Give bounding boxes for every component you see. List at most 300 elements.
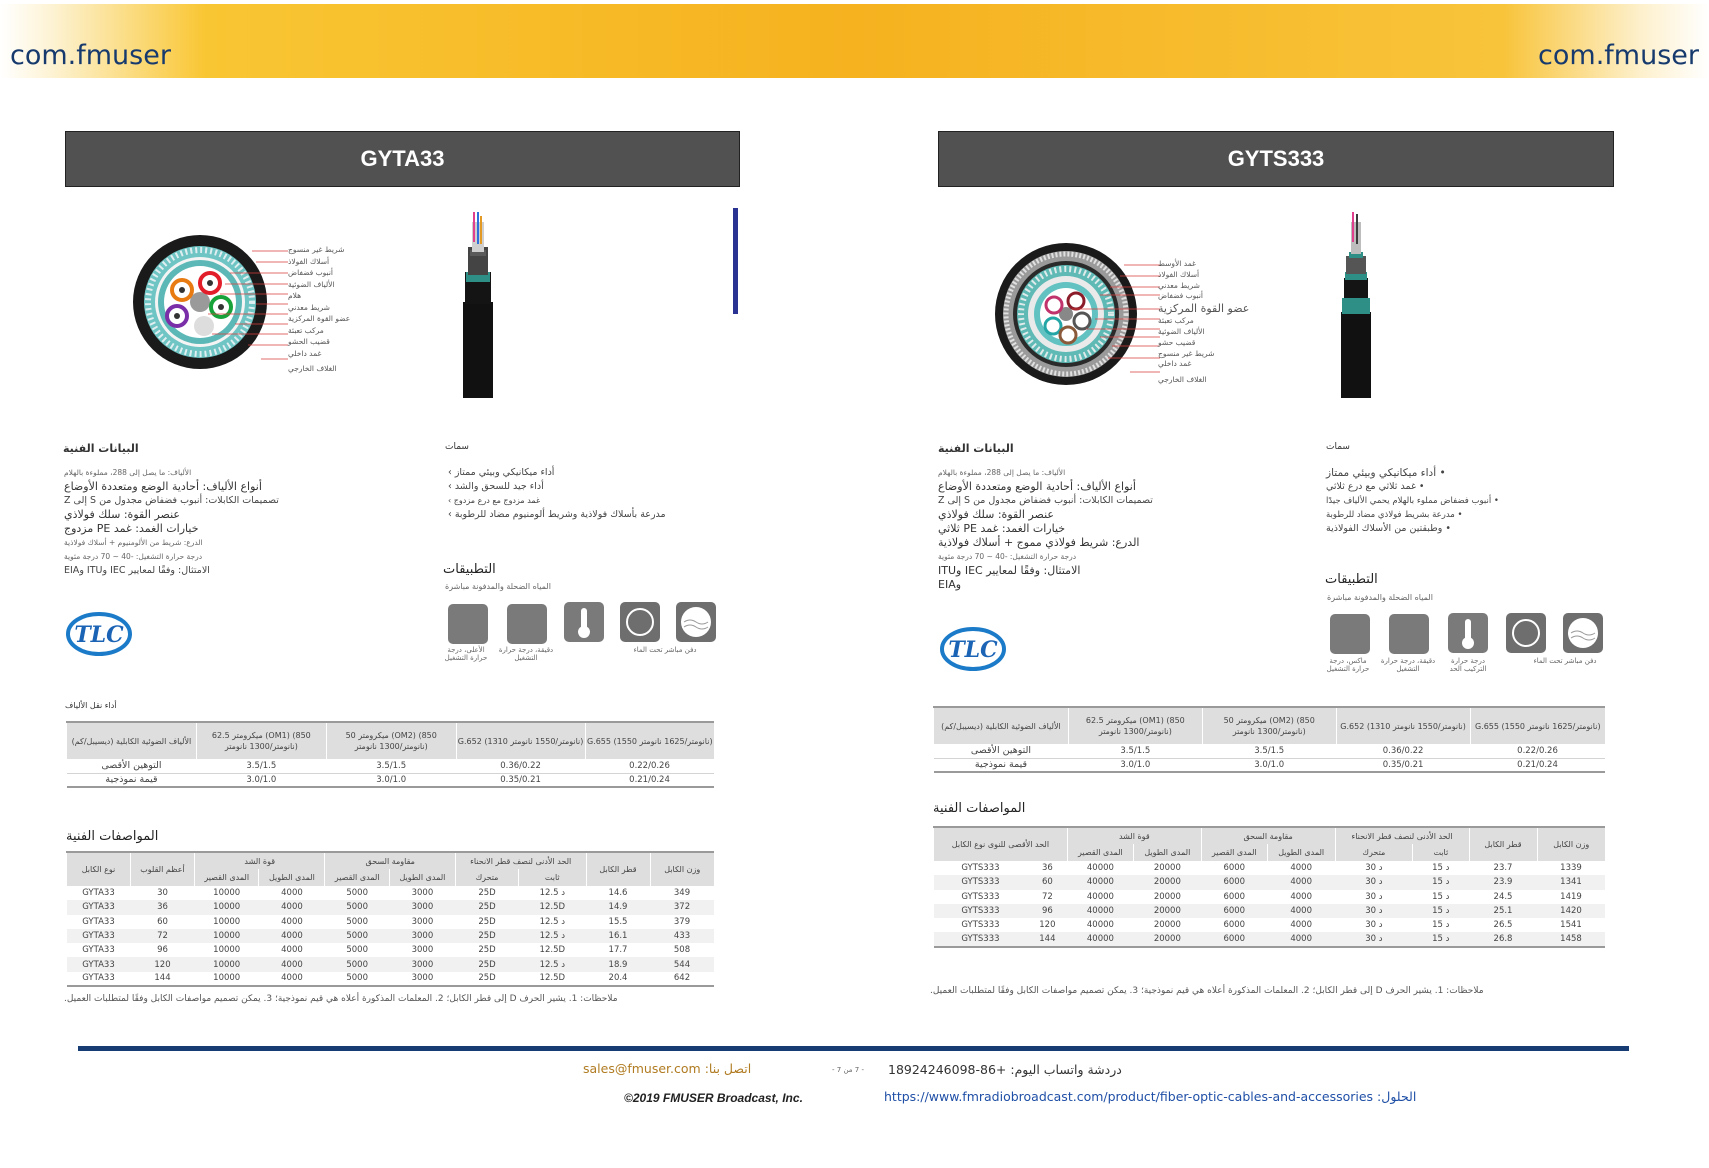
spec-col: وزن الكابل (1537, 827, 1605, 861)
cell: 30 د (1335, 932, 1413, 946)
cell: 4000 (1267, 875, 1335, 889)
cell: 12.5 د (519, 915, 586, 929)
cell: 6000 (1201, 890, 1267, 904)
tech-data-heading-right: البيانات الفنية (938, 442, 1014, 455)
diagram-label: عضو القوة المركزية (1158, 302, 1250, 316)
solutions-link[interactable]: الحلول: https://www.fmradiobroadcast.com/product/fiber-optic-cables-and-accessories (884, 1089, 1417, 1104)
cell: 144 (1027, 932, 1067, 946)
tech-line: أنواع الألياف: أحادية الوضع ومتعددة الأوضاع (64, 480, 262, 493)
cell: 3000 (389, 957, 455, 971)
underwater-burial-icon (1563, 613, 1603, 653)
cell: 20.4 (586, 972, 650, 986)
notes-right: ملاحظات: 1. يشير الحرف D إلى قطر الكابل؛ 2. المعلمات المذكورة أعلاه هي قيم نموذجية؛ 3. يمكن تصميم مواصفات الكابل وفقًا لمتطلبات العميل. (930, 986, 1484, 996)
cell: 4000 (259, 972, 325, 986)
cell: 20000 (1133, 861, 1201, 875)
feature-item: غمد مزدوج مع درع مزدوج › (448, 496, 541, 505)
cell: 3000 (389, 886, 455, 900)
cell: 3.5/1.5 (196, 759, 326, 773)
features-heading-right: سمات (1326, 442, 1350, 452)
spec-subcol: المدى الطويل (1133, 844, 1201, 861)
cell: 12.5D (519, 943, 586, 957)
table-row (67, 773, 715, 787)
cell: 10000 (195, 915, 259, 929)
tech-line: الامتثال: وفقًا لمعايير IEC وITU وEIA (64, 565, 210, 576)
spec-subcol: متحرك (1335, 844, 1413, 861)
ring-icon (620, 602, 660, 642)
cell: 40000 (1067, 918, 1133, 932)
product-title-left: GYTA33 (65, 131, 740, 187)
spec-subcol: المدى الطويل (1267, 844, 1335, 861)
cell: 3000 (389, 929, 455, 943)
cell: 15 د (1413, 932, 1469, 946)
tech-line: خيارات الغمد: غمد PE ثلاثي (938, 522, 1066, 535)
cell: 3.0/1.0 (1202, 758, 1336, 772)
diagram-labels-right (1158, 259, 1258, 386)
cell: 0.36/0.22 (1336, 744, 1470, 758)
table-row (934, 758, 1606, 772)
tech-line: تصميمات الكابلات: أنبوب فضفاض مجدول من S إلى Z (64, 495, 279, 506)
cell: 1541 (1537, 918, 1605, 932)
cell: 14.9 (586, 900, 650, 914)
cell: 10000 (195, 972, 259, 986)
contact-email-link[interactable]: اتصل بنا: sales@fmuser.com (583, 1061, 752, 1076)
cell: 15.5 (586, 915, 650, 929)
cell: 0.21/0.24 (1470, 758, 1605, 772)
cell: 5000 (325, 915, 389, 929)
cell: 10000 (195, 943, 259, 957)
spec-subcol: المدى الطويل (259, 869, 325, 886)
spec-subcol: المدى القصير (195, 869, 259, 886)
spec-col: الحد الأدنى لنصف قطر الانحناء (455, 852, 586, 869)
cell: 15 د (1413, 875, 1469, 889)
cell: 10000 (195, 957, 259, 971)
cell: 4000 (259, 915, 325, 929)
header-banner (0, 4, 1709, 78)
feature-item: • أداء ميكانيكي وبيئي ممتاز (1326, 467, 1446, 479)
diagram-label: الألياف الضوئية (1158, 326, 1205, 336)
cell: 40000 (1067, 890, 1133, 904)
spec-col: قطر الكابل (586, 852, 650, 886)
applications-heading-left: التطبيقات (443, 562, 496, 577)
perf-col: G.652 (1310 نانومتر/1550 نانومتر) (1336, 707, 1470, 744)
thermometer-icon (1448, 613, 1488, 653)
diagram-label: غمد داخلي (288, 348, 322, 358)
applications-subtitle-left: المياه الضحلة والمدفونة مباشرة (445, 582, 551, 591)
cell: قيمة نموذجية (934, 758, 1069, 772)
table-row (934, 861, 1606, 875)
cell: 1341 (1537, 875, 1605, 889)
tech-line: الامتثال: وفقًا لمعايير IEC وITU (938, 564, 1081, 577)
cell: 23.7 (1469, 861, 1537, 875)
spec-col: قوة الشد (1067, 827, 1201, 844)
accent-bar (733, 208, 738, 314)
cell: 14.6 (586, 886, 650, 900)
cell: 508 (650, 943, 714, 957)
whatsapp-link[interactable]: دردشة واتساب اليوم: +86-18924246098 (888, 1062, 1122, 1077)
cell: 0.22/0.26 (585, 759, 714, 773)
cell: GYTS333 (934, 918, 1028, 932)
tech-line: الدرع: شريط من الألومنيوم + أسلاك فولاذية (64, 538, 203, 547)
applications-heading-right: التطبيقات (1325, 572, 1378, 587)
table-row (67, 957, 715, 971)
spec-subcol: ثابت (1413, 844, 1469, 861)
copyright: ©2019 FMUSER Broadcast, Inc. (624, 1091, 803, 1105)
table-row (934, 890, 1606, 904)
cell: 3000 (389, 943, 455, 957)
cell: GYTA33 (67, 957, 131, 971)
feature-item: أداء ميكانيكي وبيئي ممتاز › (448, 467, 555, 478)
table-row (934, 875, 1606, 889)
max-temp-icon (448, 604, 488, 644)
cell: 15 د (1413, 904, 1469, 918)
table-row (67, 900, 715, 914)
footer-divider (78, 1046, 1629, 1051)
cell: 72 (1027, 890, 1067, 904)
cell: 3.0/1.0 (326, 773, 456, 787)
cable-side-view-left (460, 212, 496, 398)
diagram-label: غمد الأوسط (1158, 259, 1196, 268)
spec-col-label: نوع الكابل (951, 840, 986, 849)
spec-col: وزن الكابل (650, 852, 714, 886)
cell: 4000 (259, 943, 325, 957)
diagram-label: شريط غير منسوج (1158, 348, 1215, 358)
cell: 23.9 (1469, 875, 1537, 889)
table-row (67, 972, 715, 986)
spec-subcol: المدى القصير (1067, 844, 1133, 861)
cell: 3.0/1.0 (1068, 758, 1202, 772)
cell: 544 (650, 957, 714, 971)
cell: 20000 (1133, 918, 1201, 932)
features-list-left (448, 466, 708, 522)
feature-item: • أنبوب فضفاض مملوء بالهلام يحمي الألياف جيدًا (1326, 496, 1499, 506)
perf-col: 50 ميكرومتر (OM2) (850 نانومتر/1300 نانومتر) (326, 722, 456, 759)
cell: 18.9 (586, 957, 650, 971)
cell: 4000 (1267, 918, 1335, 932)
ring-icon (1506, 613, 1546, 653)
cell: 30 (131, 886, 195, 900)
cell: 26.5 (1469, 918, 1537, 932)
cell: 25D (455, 886, 518, 900)
spec-table-left (66, 851, 714, 987)
cell: 3000 (389, 915, 455, 929)
cell: 4000 (259, 957, 325, 971)
thermometer-icon (564, 602, 604, 642)
cell: 25.1 (1469, 904, 1537, 918)
table-row (67, 759, 715, 773)
feature-item: • وطبقتين من الأسلاك الفولاذية (1326, 523, 1451, 534)
tech-data-list-left (64, 466, 324, 578)
cell: 36 (131, 900, 195, 914)
perf-col: 62.5 ميكرومتر (OM1) (850 نانومتر/1300 نانومتر) (196, 722, 326, 759)
cell: 36 (1027, 861, 1067, 875)
tech-line: عنصر القوة: سلك فولاذي (64, 508, 180, 521)
cell: GYTS333 (934, 890, 1028, 904)
diagram-label: الألياف الضوئية (288, 279, 335, 289)
tech-line: خيارات الغمد: غمد PE مزدوج (64, 522, 199, 535)
diagram-label: شريط معدني (1158, 280, 1200, 290)
diagram-label: شريط غير منسوج (288, 245, 345, 254)
cell: GYTA33 (67, 972, 131, 986)
tech-line: الألياف: ما يصل إلى 288، مملوءة بالهلام (64, 468, 192, 477)
perf-col: G.652 (1310 نانومتر/1550 نانومتر) (456, 722, 585, 759)
cell: GYTS333 (934, 904, 1028, 918)
cell: 40000 (1067, 904, 1133, 918)
cell: التوهين الأقصى (67, 759, 197, 773)
icon-label: دفن مباشر تحت الماء (1533, 657, 1597, 665)
table-row (934, 932, 1606, 946)
tech-data-list-right (938, 466, 1198, 592)
spec-col: مقاومة السحق (325, 852, 455, 869)
cell: 17.7 (586, 943, 650, 957)
max-temp-icon (1330, 614, 1370, 654)
cell: 1419 (1537, 890, 1605, 904)
cell: 12.5 د (519, 957, 586, 971)
cell: 6000 (1201, 932, 1267, 946)
cable-side-view-right (1338, 212, 1374, 398)
diagram-labels-left (288, 244, 378, 375)
tlc-logo-left (66, 612, 132, 656)
cell: GYTA33 (67, 900, 131, 914)
spec-col: مقاومة السحق (1201, 827, 1335, 844)
cell: 10000 (195, 886, 259, 900)
tech-line: الألياف: ما يصل إلى 288، مملوءة بالهلام (938, 468, 1066, 477)
spec-col-label: الحد الأقصى للنوى (987, 840, 1050, 849)
cell: GYTS333 (934, 861, 1028, 875)
diagram-label: هلام (288, 291, 302, 300)
cell: 40000 (1067, 932, 1133, 946)
brand-logo-left[interactable]: com.fmuser (10, 40, 171, 71)
cell: 30 د (1335, 890, 1413, 904)
cell: 0.22/0.26 (1470, 744, 1605, 758)
cell: 6000 (1201, 861, 1267, 875)
cell: 15 د (1413, 918, 1469, 932)
cell: 60 (1027, 875, 1067, 889)
cell: 4000 (259, 900, 325, 914)
tlc-logo-text: TLC (948, 637, 998, 663)
spec-col: أعظم القلوب (131, 852, 195, 886)
cell: 10000 (195, 929, 259, 943)
spec-heading-right: المواصفات الفنية (933, 801, 1026, 816)
cell: 10000 (195, 900, 259, 914)
table-row (67, 943, 715, 957)
cell: 60 (131, 915, 195, 929)
spec-subcol: المدى القصير (325, 869, 389, 886)
spec-col: نوع الكابل (67, 852, 131, 886)
cell: 349 (650, 886, 714, 900)
cell: 15 د (1413, 890, 1469, 904)
cell: 12.5D (519, 972, 586, 986)
spec-table-right (933, 826, 1605, 948)
cell: 30 د (1335, 904, 1413, 918)
tech-line: الدرع: شريط فولاذي مموج + أسلاك فولاذية (938, 536, 1140, 549)
cell: 12.5 د (519, 886, 586, 900)
cell: 40000 (1067, 861, 1133, 875)
cell: 25D (455, 929, 518, 943)
cell: 30 د (1335, 875, 1413, 889)
cell: 4000 (1267, 904, 1335, 918)
applications-subtitle-right: المياه الضحلة والمدفونة مباشرة (1327, 593, 1433, 602)
table-row (67, 915, 715, 929)
cell: GYTS333 (934, 875, 1028, 889)
cell: 144 (131, 972, 195, 986)
spec-col: قوة الشد (195, 852, 325, 869)
cell: 0.35/0.21 (456, 773, 585, 787)
spec-col (934, 827, 1068, 861)
cell: 0.21/0.24 (585, 773, 714, 787)
diagram-label: غمد داخلي (1158, 359, 1192, 369)
spec-col: الحد الأدنى لنصف قطر الانحناء (1335, 827, 1469, 844)
cell: GYTS333 (934, 932, 1028, 946)
cell: 1339 (1537, 861, 1605, 875)
spec-subcol: المدى القصير (1201, 844, 1267, 861)
cell: 433 (650, 929, 714, 943)
tech-line: درجة حرارة التشغيل: -40 ~ 70 درجة مئوية (938, 552, 1077, 561)
diagram-label: أسلاك الفولاذ (288, 256, 330, 266)
perf-table-right (933, 706, 1605, 773)
icon-label: دفن مباشر تحت الماء (633, 646, 697, 654)
perf-table-left (66, 721, 714, 788)
cell: 20000 (1133, 875, 1201, 889)
cell: 4000 (1267, 932, 1335, 946)
cell: 5000 (325, 929, 389, 943)
feature-item: • مدرعة بشريط فولاذي مضاد للرطوبة (1326, 510, 1463, 520)
cell: 72 (131, 929, 195, 943)
perf-col: G.655 (1550 نانومتر/1625 نانومتر) (1470, 707, 1605, 744)
cell: 25D (455, 943, 518, 957)
brand-logo-right[interactable]: com.fmuser (1538, 40, 1699, 71)
cell: 4000 (1267, 890, 1335, 904)
cell: 96 (1027, 904, 1067, 918)
cell: 25D (455, 972, 518, 986)
features-list-right (1326, 466, 1526, 536)
perf-col: الألياف الضوئية الكابلية (ديسيبل/كم) (67, 722, 197, 759)
cell: 24.5 (1469, 890, 1537, 904)
spec-col: قطر الكابل (1469, 827, 1537, 861)
cell: 26.8 (1469, 932, 1537, 946)
diagram-label: أنبوب فضفاض (1158, 291, 1203, 301)
cell: GYTA33 (67, 929, 131, 943)
spec-subcol: المدى الطويل (389, 869, 455, 886)
cell: 3.5/1.5 (1068, 744, 1202, 758)
tech-data-heading-left: البيانات الفنية (63, 442, 139, 455)
cell: 3000 (389, 972, 455, 986)
cell: 120 (1027, 918, 1067, 932)
perf-col: 50 ميكرومتر (OM2) (850 نانومتر/1300 نانومتر) (1202, 707, 1336, 744)
cell: 16.1 (586, 929, 650, 943)
diagram-label: الغلاف الخارجي (288, 364, 337, 373)
diagram-label: الغلاف الخارجي (1158, 375, 1207, 385)
perf-heading-left: أداء نقل الألياف (65, 701, 117, 710)
cell: GYTA33 (67, 915, 131, 929)
cell: 642 (650, 972, 714, 986)
feature-item: أداء جيد للسحق والشد › (448, 481, 544, 492)
cell: قيمة نموذجية (67, 773, 197, 787)
feature-item: • غمد ثلاثي مع درع ثلاثي (1326, 481, 1425, 492)
cell: 1458 (1537, 932, 1605, 946)
diagram-label: أنبوب فضفاض (288, 268, 333, 277)
cell: 120 (131, 957, 195, 971)
table-row (934, 744, 1606, 758)
cell: 0.35/0.21 (1336, 758, 1470, 772)
cell: 25D (455, 915, 518, 929)
cell: 3.0/1.0 (196, 773, 326, 787)
cell: 25D (455, 957, 518, 971)
cell: 15 د (1413, 861, 1469, 875)
cell: 3.5/1.5 (1202, 744, 1336, 758)
diagram-label: مركب تعبئة (1158, 316, 1194, 326)
underwater-burial-icon (676, 602, 716, 642)
tech-line: وEIA (938, 578, 962, 591)
spec-subcol: متحرك (455, 869, 518, 886)
diagram-label: شريط معدني (288, 302, 330, 312)
cell: 12.5D (519, 900, 586, 914)
cell: 20000 (1133, 890, 1201, 904)
cell: 30 د (1335, 861, 1413, 875)
cell: 379 (650, 915, 714, 929)
cell: 30 د (1335, 918, 1413, 932)
cell: 5000 (325, 972, 389, 986)
diagram-label: أسلاك الفولاذ (1158, 269, 1200, 279)
icon-label: ماكس، درجة حرارة التشغيل (1326, 657, 1370, 673)
table-row (934, 904, 1606, 918)
perf-col: 62.5 ميكرومتر (OM1) (850 نانومتر/1300 نانومتر) (1068, 707, 1202, 744)
cell: 4000 (1267, 861, 1335, 875)
tlc-logo-text: TLC (74, 622, 124, 648)
cell: GYTA33 (67, 943, 131, 957)
icon-label: دقيقة، درجة حرارة التشغيل (498, 646, 554, 662)
min-temp-icon (1389, 614, 1429, 654)
tech-line: أنواع الألياف: أحادية الوضع ومتعددة الأوضاع (938, 480, 1136, 493)
tech-line: تصميمات الكابلات: أنبوب فضفاض مجدول من S إلى Z (938, 495, 1153, 506)
cell: 96 (131, 943, 195, 957)
cell: 5000 (325, 886, 389, 900)
icon-label: درجة حرارة التركيب الحد (1449, 657, 1487, 673)
cell: 4000 (259, 929, 325, 943)
cell: 4000 (259, 886, 325, 900)
spec-subcol: ثابت (519, 869, 586, 886)
diagram-label: قضيب الحشو (288, 337, 330, 346)
tlc-logo-right (940, 627, 1006, 671)
table-row (67, 929, 715, 943)
product-title-right: GYTS333 (938, 131, 1614, 187)
diagram-label: مركب تعبئة (288, 325, 324, 335)
table-row (67, 886, 715, 900)
cell: 12.5 د (519, 929, 586, 943)
cell: 6000 (1201, 875, 1267, 889)
cell: 3000 (389, 900, 455, 914)
table-row (934, 918, 1606, 932)
tech-line: درجة حرارة التشغيل: -40 ~ 70 درجة مئوية (64, 552, 203, 561)
tech-line: عنصر القوة: سلك فولاذي (938, 508, 1054, 521)
perf-col: G.655 (1550 نانومتر/1625 نانومتر) (585, 722, 714, 759)
cell: GYTA33 (67, 886, 131, 900)
page-number: - 7 من 7 - (832, 1066, 864, 1074)
cell: 6000 (1201, 918, 1267, 932)
cell: 0.36/0.22 (456, 759, 585, 773)
icon-label: الأعلى، درجة حرارة التشغيل (444, 646, 488, 662)
cell: 5000 (325, 943, 389, 957)
spec-heading-left: المواصفات الفنية (66, 829, 159, 844)
diagram-label: عضو القوة المركزية (288, 314, 351, 323)
cell: 6000 (1201, 904, 1267, 918)
cell: 25D (455, 900, 518, 914)
min-temp-icon (507, 604, 547, 644)
cell: 3.5/1.5 (326, 759, 456, 773)
cell: 20000 (1133, 904, 1201, 918)
cell: التوهين الأقصى (934, 744, 1069, 758)
cell: 20000 (1133, 932, 1201, 946)
cell: 5000 (325, 957, 389, 971)
